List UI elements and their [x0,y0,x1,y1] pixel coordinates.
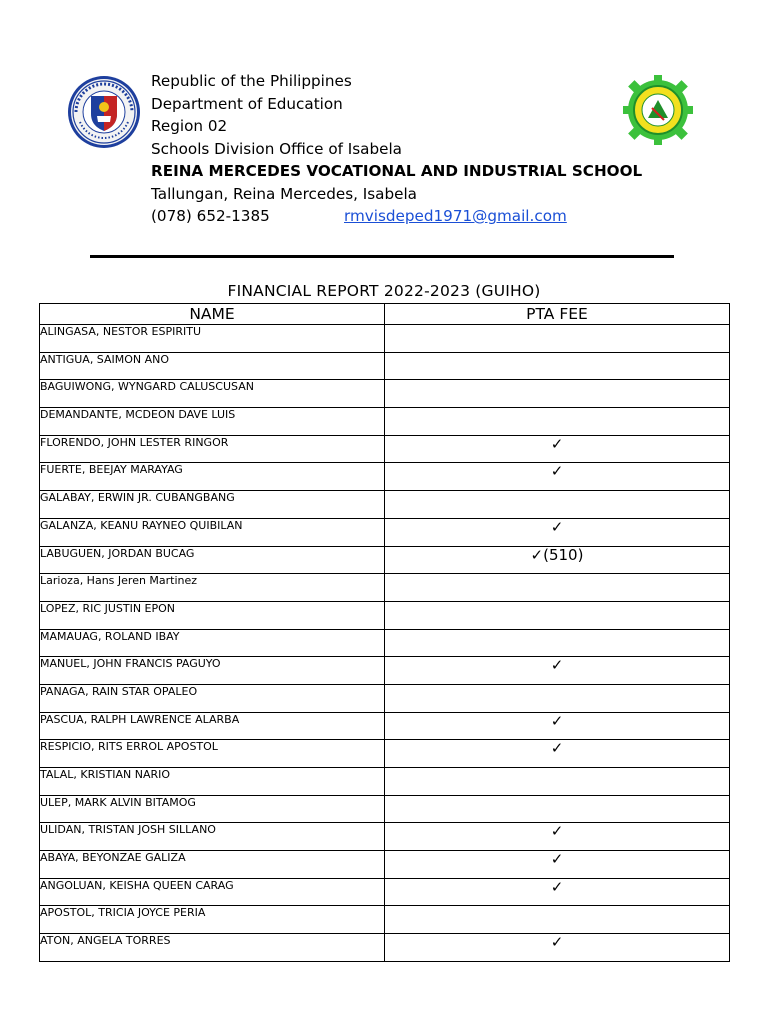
email-link[interactable]: rmvisdeped1971@gmail.com [344,207,567,225]
table-row [40,491,730,519]
pta-fee-column-header: PTA FEE [385,304,730,325]
table-row [40,823,730,851]
student-name-cell: RESPICIO, RITS ERROL APOSTOL [40,740,385,768]
pta-fee-cell [385,601,730,629]
table-body [40,325,730,962]
student-name-cell: Larioza, Hans Jeren Martinez [40,574,385,602]
pta-fee-cell: ✓ [385,851,730,879]
pta-fee-cell: ✓ [385,435,730,463]
student-name-cell: APOSTOL, TRICIA JOYCE PERIA [40,906,385,934]
table-row [40,463,730,491]
pta-fee-cell: ✓ [385,463,730,491]
table-row [40,712,730,740]
student-name-cell: ANTIGUA, SAIMON ANO [40,352,385,380]
student-name-cell: PASCUA, RALPH LAWRENCE ALARBA [40,712,385,740]
student-name-cell: ATON, ANGELA TORRES [40,934,385,962]
student-name-cell: LOPEZ, RIC JUSTIN EPON [40,601,385,629]
pta-fee-cell: ✓ [385,740,730,768]
student-name-cell: ALINGASA, NESTOR ESPIRITU [40,325,385,353]
deped-seal-logo [66,74,142,150]
pta-fee-cell: ✓ [385,823,730,851]
table-row [40,657,730,685]
pta-fee-cell [385,629,730,657]
pta-fee-cell: ✓ [385,878,730,906]
student-name-cell: ABAYA, BEYONZAE GALIZA [40,851,385,879]
pta-fee-cell: ✓ [385,657,730,685]
table-row [40,352,730,380]
table-row [40,435,730,463]
student-name-cell: ANGOLUAN, KEISHA QUEEN CARAG [40,878,385,906]
student-name-cell: TALAL, KRISTIAN NARIO [40,768,385,796]
report-title: FINANCIAL REPORT 2022-2023 (GUIHO) [227,282,541,300]
phone-number: (078) 652-1385 [151,207,270,225]
student-name-cell: GALANZA, KEANU RAYNEO QUIBILAN [40,518,385,546]
table-row [40,768,730,796]
student-name-cell: GALABAY, ERWIN JR. CUBANGBANG [40,491,385,519]
pta-fee-cell [385,352,730,380]
table-row [40,518,730,546]
pta-fee-cell [385,380,730,408]
table-row [40,325,730,353]
student-name-cell: ULIDAN, TRISTAN JOSH SILLANO [40,823,385,851]
student-name-cell: FUERTE, BEEJAY MARAYAG [40,463,385,491]
table-row [40,408,730,436]
pta-fee-cell [385,574,730,602]
region-text: Region 02 [151,117,228,135]
division-text: Schools Division Office of Isabela [151,139,402,158]
pta-fee-cell [385,325,730,353]
address-text: Tallungan, Reina Mercedes, Isabela [151,184,417,203]
pta-fee-cell [385,684,730,712]
student-name-cell: MANUEL, JOHN FRANCIS PAGUYO [40,657,385,685]
table-row [40,934,730,962]
table-row [40,380,730,408]
name-column-header: NAME [40,304,385,325]
pta-fee-cell [385,795,730,823]
table-row [40,906,730,934]
letterhead [151,70,642,228]
pta-fee-cell: ✓ [385,712,730,740]
table-row [40,546,730,574]
pta-fee-cell [385,408,730,436]
pta-fee-cell [385,768,730,796]
student-name-cell: ULEP, MARK ALVIN BITAMOG [40,795,385,823]
student-name-cell: LABUGUEN, JORDAN BUCAG [40,546,385,574]
table-header-row [40,304,730,325]
pta-fee-cell: ✓ [385,934,730,962]
table-row [40,851,730,879]
pta-fee-table [39,303,730,962]
student-name-cell: BAGUIWONG, WYNGARD CALUSCUSAN [40,380,385,408]
student-name-cell: MAMAUAG, ROLAND IBAY [40,629,385,657]
table-row [40,574,730,602]
school-name: REINA MERCEDES VOCATIONAL AND INDUSTRIAL SCHOOL [151,162,643,180]
pta-fee-cell: ✓ [385,518,730,546]
republic-text: Republic of the Philippines [151,72,352,90]
table-row [40,629,730,657]
table-row [40,684,730,712]
table-row [40,878,730,906]
department-text: Department of Education [151,94,343,113]
header-divider [90,255,674,258]
table-row [40,601,730,629]
student-name-cell: DEMANDANTE, MCDEON DAVE LUIS [40,408,385,436]
pta-fee-cell [385,906,730,934]
pta-fee-cell [385,491,730,519]
table-row [40,795,730,823]
pta-fee-cell: ✓(510) [385,546,730,574]
student-name-cell: FLORENDO, JOHN LESTER RINGOR [40,435,385,463]
student-name-cell: PANAGA, RAIN STAR OPALEO [40,684,385,712]
table-row [40,740,730,768]
